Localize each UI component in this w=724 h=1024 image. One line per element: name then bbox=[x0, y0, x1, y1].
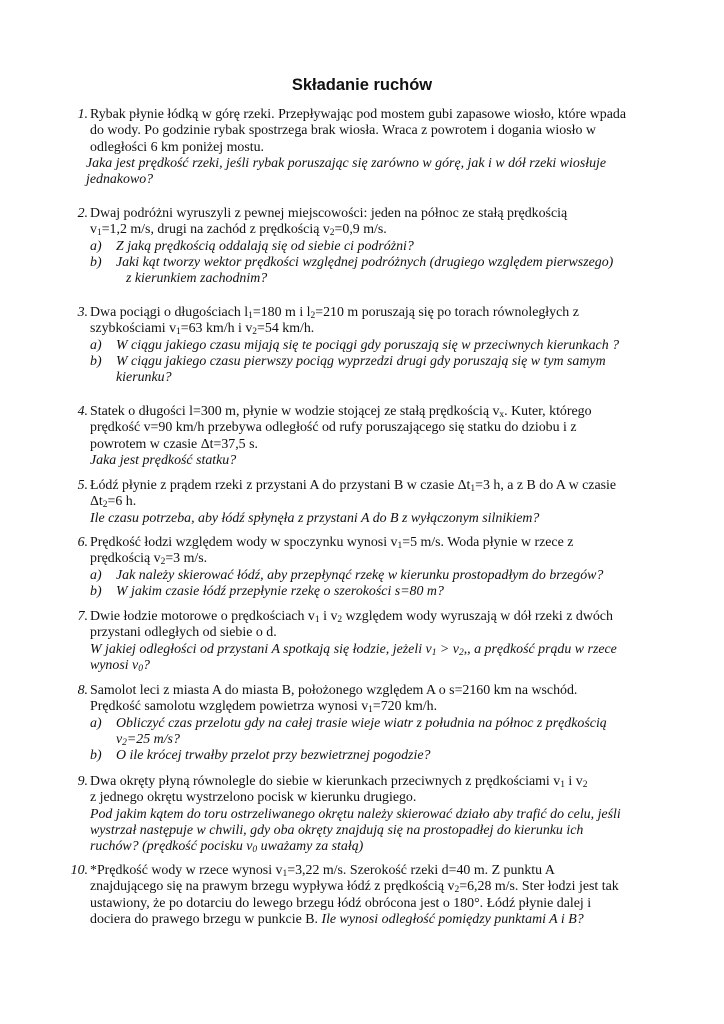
problem-number: 8. bbox=[77, 683, 88, 698]
problem-number: 6. bbox=[77, 535, 88, 550]
text-line: Dwa pociągi o długościach $l_1=180$ m i $l_2=210$ m poruszają się po torach równoległych z bbox=[90, 305, 579, 321]
sub-question-b: b) W ciągu jakiego czasu pierwszy pociąg wyprzedzi drugi gdy poruszają się w tym samym kierunku? bbox=[90, 353, 606, 386]
question-line: wynosi $v_0$? bbox=[90, 657, 150, 674]
problem-text bbox=[90, 206, 664, 287]
text-line: Prędkość łodzi względem wody w spoczynku wynosi $v_1=5$ m/s. Woda płynie w rzece z bbox=[90, 535, 574, 551]
text-line: znajdującego się na prawym brzegu wypływa łódź z prędkością $v_2=6,28$ m/s. Ster łodzi jest tak bbox=[90, 879, 619, 896]
problem-text bbox=[90, 404, 664, 469]
problem-1 bbox=[64, 107, 664, 188]
question-line: Jaka jest prędkość statku? bbox=[90, 452, 237, 468]
text-line: Łódź płynie z prądem rzeki z przystani A do przystani B w czasie $\Delta t_1=3$ h, a z B do A w czasie bbox=[90, 478, 617, 494]
problem-2 bbox=[64, 206, 664, 287]
text-line: Statek o długości l=300 m, płynie w wodzie stojącej ze stałą prędkością $v_x$. Kuter, którego bbox=[90, 404, 592, 420]
text-line: do wody. Po godzinie rybak spostrzega brak wiosła. Wraca z powrotem i dogania wiosło w bbox=[90, 123, 596, 139]
problem-number: 7. bbox=[77, 609, 88, 624]
sub-question-a: a) W ciągu jakiego czasu mijają się te pociągi gdy poruszają się w przeciwnych kierunkach ? bbox=[90, 337, 620, 353]
sub-question-a: a) Obliczyć czas przelotu gdy na całej trasie wieje wiatr z południa na północ z prędkością $v_2=25$ m/s? bbox=[90, 715, 607, 748]
problem-7 bbox=[64, 609, 664, 674]
problem-number: 3. bbox=[77, 305, 88, 320]
text-line: Prędkość samolotu względem powietrza wynosi $v_1=720$ km/h. bbox=[90, 699, 438, 716]
problem-text bbox=[90, 478, 664, 527]
text-line: odległości 6 km poniżej mostu. bbox=[90, 139, 264, 155]
text-line: szybkościami $v_1=63$ km/h i $v_2=54$ km/h. bbox=[90, 321, 315, 338]
sub-question-a: a) Jak należy skierować łódź, aby przepłynąć rzekę w kierunku prostopadłym do brzegów? bbox=[90, 567, 604, 583]
problem-number: 1. bbox=[77, 107, 88, 122]
problem-text bbox=[90, 683, 664, 764]
problem-text bbox=[90, 535, 664, 600]
question-line: Jaka jest prędkość rzeki, jeśli rybak poruszając się zarówno w górę, jak i w dół rzeki wiosłuje bbox=[86, 155, 607, 171]
problem-number: 9. bbox=[77, 774, 88, 789]
problem-3 bbox=[64, 305, 664, 386]
text-line: Dwaj podróżni wyruszyli z pewnej miejscowości: jeden na północ ze stałą prędkością bbox=[90, 206, 568, 221]
text-line: prędkością $v_2=3$ m/s. bbox=[90, 551, 208, 568]
text-line: z jednego okrętu wystrzelono pocisk w kierunku drugiego. bbox=[90, 790, 417, 806]
question-line: jednakowo? bbox=[86, 172, 154, 188]
page-title: Składanie ruchów bbox=[291, 76, 433, 94]
problem-number: 5. bbox=[77, 478, 88, 493]
question-line: W jakiej odległości od przystani A spotkają się łodzie, jeżeli $v_1 > v_2$,, a prędkość prądu w rzece bbox=[90, 641, 617, 658]
problem-8 bbox=[64, 683, 664, 764]
sub-question-b: b) O ile krócej trwałby przelot przy bezwietrznej pogodzie? bbox=[90, 748, 431, 764]
question-line: Ile czasu potrzeba, aby łódź spłynęła z przystani A do B z wyłączonym silnikiem? bbox=[90, 510, 540, 526]
problem-number: 4. bbox=[77, 404, 88, 419]
problem-4 bbox=[64, 404, 664, 469]
problem-number: 2. bbox=[77, 206, 88, 221]
text-line: ustawiony, że po dotarciu do lewego brzegu łódź obrócona jest o 180°. Łódź płynie dalej i bbox=[90, 895, 592, 911]
text-line: Dwa okręty płyną równolegle do siebie w kierunkach przeciwnych z prędkościami $v_1$ i $v_2$ bbox=[90, 774, 588, 790]
text-line: $v_1=1,2$ m/s, drugi na zachód z prędkością $v_2=0,9$ m/s. bbox=[90, 222, 387, 239]
sub-question-b: b) W jakim czasie łódź przepłynie rzekę o szerokości s=80 m? bbox=[90, 583, 444, 599]
sub-question-a: a) Z jaką prędkością oddalają się od siebie ci podróżni? bbox=[90, 238, 414, 254]
text-line: przystani odległych od siebie o d. bbox=[90, 625, 277, 641]
problem-6 bbox=[64, 535, 664, 600]
problem-5 bbox=[64, 478, 664, 527]
text-line: *Prędkość wody w rzece wynosi $v_1=3,22$ m/s. Szerokość rzeki d=40 m. Z punktu A bbox=[90, 863, 555, 879]
text-line: $\Delta t_2=6$ h. bbox=[90, 494, 137, 511]
problem-text bbox=[90, 609, 664, 674]
problem-number: 10. bbox=[70, 863, 88, 878]
problem-text bbox=[90, 774, 664, 855]
text-line: prędkość v=90 km/h przebywa odległość od rufy poruszającego się statku do dziobu i z bbox=[90, 420, 577, 436]
question-line: ruchów? (prędkość pocisku $v_0$ uważamy za stałą) bbox=[90, 839, 364, 856]
text-line: Samolot leci z miasta A do miasta B, położonego względem A o s=2160 km na wschód. bbox=[90, 683, 578, 698]
problem-10 bbox=[64, 863, 664, 928]
problem-9 bbox=[64, 774, 664, 855]
text-line: Rybak płynie łódką w górę rzeki. Przepływając pod mostem gubi zapasowe wiosło, które wpada bbox=[90, 107, 627, 122]
text-line: powrotem w czasie Δt=37,5 s. bbox=[90, 436, 258, 452]
problem-text bbox=[86, 107, 664, 188]
sub-question-b: b) Jaki kąt tworzy wektor prędkości względnej podróżnych (drugiego względem pierwszego) z kierunkiem zachodnim? bbox=[90, 254, 614, 287]
problem-text bbox=[90, 305, 664, 386]
problem-text bbox=[90, 863, 664, 928]
question-line: Pod jakim kątem do toru ostrzeliwanego okrętu należy skierować działo aby trafić do celu, jeśli bbox=[90, 806, 621, 822]
text-line: Dwie łodzie motorowe o prędkościach $v_1$ i $v_2$ względem wody wyruszają w dół rzeki z dwóch bbox=[90, 609, 613, 625]
question-line: wystrzał następuje w chwili, gdy oba okręty znajdują się na prostopadłej do kierunku ich bbox=[90, 822, 584, 838]
text-line: dociera do prawego brzegu w punkcie B. Ile wynosi odległość pomiędzy punktami A i B? bbox=[90, 911, 584, 927]
